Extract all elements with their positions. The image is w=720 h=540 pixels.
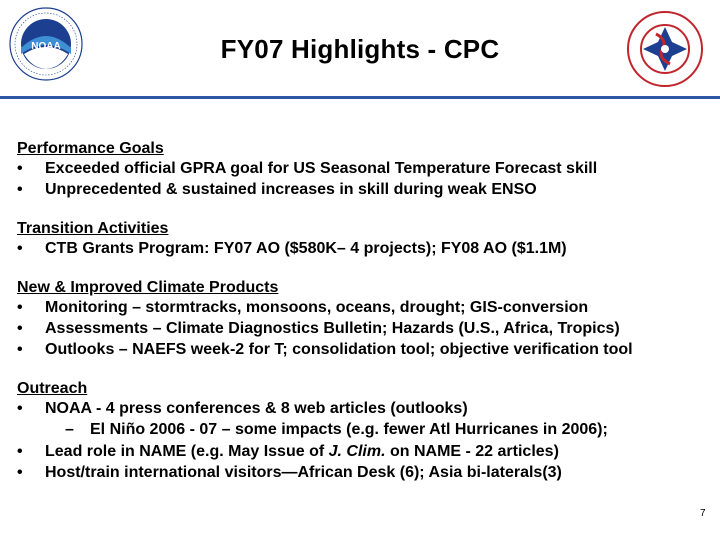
slide-body xyxy=(17,139,717,502)
section-heading: New & Improved Climate Products xyxy=(17,279,279,296)
bullet-item xyxy=(17,398,717,419)
section-climate-products xyxy=(17,278,717,360)
bullet-text: Host/train international visitors—African Desk (6); Asia bi-laterals(3) xyxy=(45,464,562,481)
section-outreach xyxy=(17,379,717,483)
bullet-text: Unprecedented & sustained increases in skill during weak ENSO xyxy=(45,181,537,198)
bullet-text: NOAA - 4 press conferences & 8 web articles (outlooks) xyxy=(45,400,468,417)
bullet-text xyxy=(45,441,559,462)
section-performance-goals xyxy=(17,139,717,200)
bullet-glyph: • xyxy=(17,400,23,417)
section-heading: Performance Goals xyxy=(17,140,164,157)
bullet-glyph: • xyxy=(17,160,23,177)
bullet-text: CTB Grants Program: FY07 AO ($580K– 4 projects); FY08 AO ($1.1M) xyxy=(45,240,567,257)
page-number: 7 xyxy=(700,508,706,519)
bullet-text: Assessments – Climate Diagnostics Bulletin; Hazards (U.S., Africa, Tropics) xyxy=(45,320,620,337)
bullet-text-part: Lead role in NAME (e.g. May Issue of xyxy=(45,443,329,460)
title-divider xyxy=(0,96,720,99)
bullet-glyph: • xyxy=(17,341,23,358)
sub-bullet-dash: – xyxy=(65,421,74,438)
bullet-item xyxy=(17,297,717,318)
bullet-item xyxy=(17,462,717,483)
section-transition-activities xyxy=(17,219,717,259)
bullet-text-part: on NAME - 22 articles) xyxy=(385,443,559,460)
bullet-item xyxy=(17,238,717,259)
bullet-glyph: • xyxy=(17,443,23,460)
bullet-glyph: • xyxy=(17,464,23,481)
slide-title: FY07 Highlights - CPC xyxy=(220,34,500,64)
bullet-text: Outlooks – NAEFS week-2 for T; consolidation tool; objective verification tool xyxy=(45,341,633,358)
sub-bullet-text: El Niño 2006 - 07 – some impacts (e.g. fewer Atl Hurricanes in 2006); xyxy=(90,421,608,438)
bullet-text: Monitoring – stormtracks, monsoons, oceans, drought; GIS-conversion xyxy=(45,299,589,316)
bullet-text: Exceeded official GPRA goal for US Seasonal Temperature Forecast skill xyxy=(45,160,598,177)
bullet-item xyxy=(17,179,717,200)
section-heading: Outreach xyxy=(17,380,88,397)
sub-bullet-item xyxy=(17,419,717,441)
nws-logo xyxy=(626,10,704,88)
bullet-glyph: • xyxy=(17,240,23,257)
bullet-item xyxy=(17,318,717,339)
bullet-glyph: • xyxy=(17,299,23,316)
section-heading: Transition Activities xyxy=(17,220,169,237)
bullet-glyph: • xyxy=(17,320,23,337)
bullet-item xyxy=(17,158,717,179)
bullet-item xyxy=(17,441,717,462)
bullet-glyph: • xyxy=(17,181,23,198)
noaa-logo-text: NOAA xyxy=(31,41,61,52)
journal-name: J. Clim. xyxy=(328,443,386,460)
bullet-item xyxy=(17,339,717,360)
